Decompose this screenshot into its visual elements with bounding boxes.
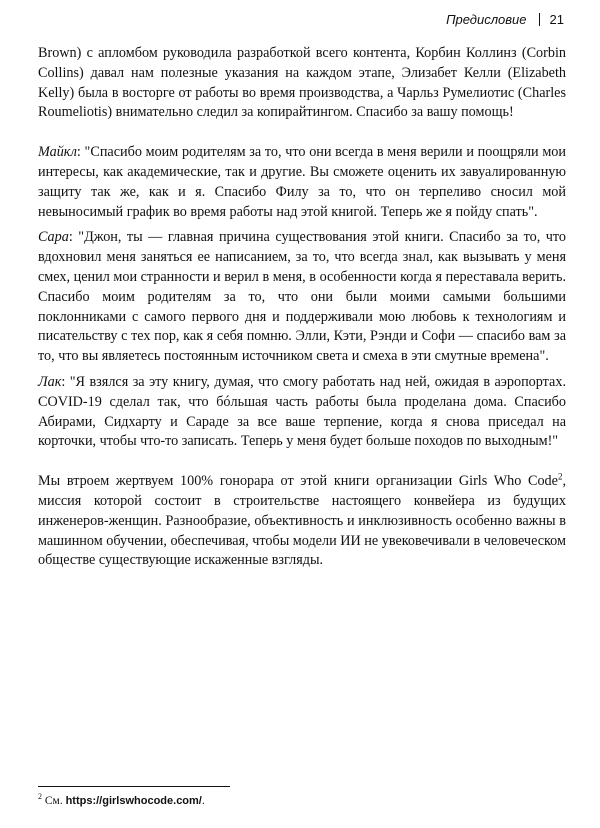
- footnote-number: 2: [38, 792, 42, 802]
- thanks-paragraph-mike: [38, 143, 566, 222]
- footnote-divider: [38, 786, 230, 787]
- footnote-suffix: .: [201, 795, 205, 807]
- section-title: Предисловие: [446, 12, 527, 27]
- footnote: [38, 794, 205, 808]
- thanks-text: : "Я взялся за эту книгу, думая, что смогу работать над ней, ожидая в аэропортах. COVID-19 сделал так, что бóльшая часть работы была проделана дома. Спасибо Абирами, Сидхарту и Сараде за все ваше терпение, когда я снова приседал на корточки, чтобы что-то записать. Теперь у меня будет больше походов по выходным!": [38, 373, 566, 450]
- intro-paragraph: Brown) с апломбом руководила разработкой всего контента, Корбин Коллинз (Corbin Collins) давал нам полезные указания на каждом этапе, Элизабет Келли (Elizabeth Kelly) была в восторге от работы во время производства, а Чарльз Румелиотис (Charles Roumeliotis) внимательно следил за копирайтингом. Спасибо за вашу помощь!: [38, 45, 566, 121]
- thanks-paragraph-luke: [38, 373, 566, 452]
- donation-text-start: Мы втроем жертвуем 100% гонорара от этой книги организации Girls Who Code: [38, 473, 558, 490]
- thanks-text: : "Спасибо моим родителям за то, что они всегда в меня верили и поощряли мои интересы, как академические, так и другие. Вы сможете оценить их завуалированную защиту так же, как и я. Спасибо Филу за то, что он терпеливо сносил мой невыносимый график во время работы над этой книгой. Теперь же я пойду спать".: [38, 144, 566, 220]
- header-divider: [539, 13, 540, 26]
- page-number: 21: [549, 12, 564, 27]
- speaker-name: Лак: [38, 373, 62, 390]
- donation-text-end: , миссия которой состоит в строительстве настоящего конвейера из будущих инженеров-женщин. Разнообразие, объективность и инклюзивность особенно важны в машинном обучении, обеспечивая, чтобы модели ИИ не увековечивали в человеческом обществе существующие искаженные взгляды.: [38, 473, 566, 569]
- footnote-prefix: См.: [42, 795, 66, 807]
- page-body: [38, 44, 566, 571]
- donation-paragraph: [38, 472, 566, 571]
- running-header: [446, 12, 564, 27]
- footnote-reference[interactable]: 2: [557, 471, 563, 482]
- thanks-paragraph-sara: [38, 228, 566, 367]
- speaker-name: Майкл: [38, 144, 77, 161]
- thanks-text: : "Джон, ты — главная причина существования этой книги. Спасибо за то, что вдохновил меня заняться ее написанием, за то, что всегда знал, как вызывать у меня смех, ценил мои странности и верил в меня, в особенности когда я переставала верить. Спасибо моим родителям за то, что они были моими самыми большими поклонниками с самого первого дня и поддерживали мою любовь к технологиям и писательству с тех пор, как я себя помню. Элли, Кэти, Рэнди и Софи — спасибо вам за то, что вы являетесь постоянным источником света и смеха в эти смутные времена".: [38, 229, 566, 365]
- footnote-link[interactable]: https://girlswhocode.com/: [65, 795, 202, 807]
- speaker-name: Сара: [38, 229, 69, 246]
